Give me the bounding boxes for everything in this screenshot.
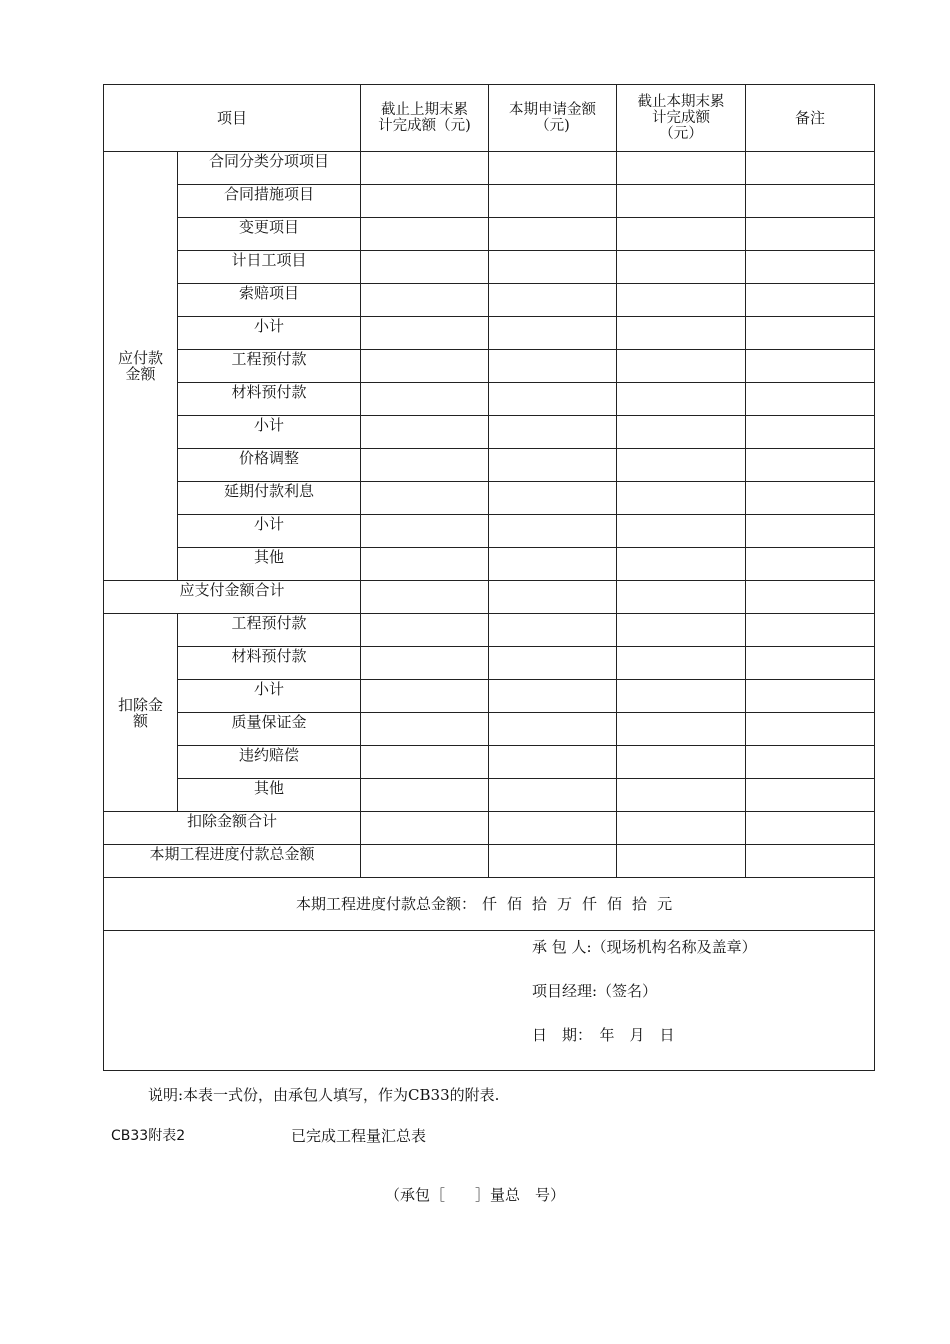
- value-cell[interactable]: [489, 614, 617, 647]
- table-row: [104, 548, 875, 581]
- manager-signature-line[interactable]: 项目经理:（签名）: [532, 982, 658, 1000]
- value-cell[interactable]: [746, 812, 875, 845]
- value-cell[interactable]: [361, 185, 489, 218]
- value-cell[interactable]: [489, 218, 617, 251]
- table-row: [104, 152, 875, 185]
- value-cell[interactable]: [617, 317, 746, 350]
- value-cell[interactable]: [489, 449, 617, 482]
- value-cell[interactable]: [617, 350, 746, 383]
- row-label: 小计: [178, 416, 361, 449]
- row-label: 其他: [178, 548, 361, 581]
- value-cell[interactable]: [489, 746, 617, 779]
- amount-unit: 万: [557, 895, 573, 913]
- value-cell[interactable]: [489, 284, 617, 317]
- value-cell[interactable]: [361, 548, 489, 581]
- row-label: 材料预付款: [178, 647, 361, 680]
- value-cell[interactable]: [489, 152, 617, 185]
- value-cell[interactable]: [361, 812, 489, 845]
- value-cell[interactable]: [617, 548, 746, 581]
- next-form-code: CB33附表2: [111, 1128, 186, 1144]
- row-label: 索赔项目: [178, 284, 361, 317]
- value-cell[interactable]: [746, 713, 875, 746]
- header-prev-cumulative: 截止上期末累 计完成额（元): [361, 85, 489, 152]
- date-line[interactable]: 日 期： 年 月 日: [532, 1026, 675, 1044]
- value-cell[interactable]: [617, 746, 746, 779]
- value-cell[interactable]: [746, 449, 875, 482]
- value-cell[interactable]: [617, 614, 746, 647]
- row-label: 小计: [178, 317, 361, 350]
- value-cell[interactable]: [746, 779, 875, 812]
- value-cell[interactable]: [746, 515, 875, 548]
- value-cell[interactable]: [489, 812, 617, 845]
- header-current-request: 本期申请金额 （元): [489, 85, 617, 152]
- value-cell[interactable]: [489, 548, 617, 581]
- value-cell[interactable]: [617, 185, 746, 218]
- amount-unit: 佰: [607, 895, 623, 913]
- value-cell[interactable]: [617, 251, 746, 284]
- table-row: [104, 746, 875, 779]
- table-row: [104, 317, 875, 350]
- value-cell[interactable]: [746, 614, 875, 647]
- value-cell[interactable]: [617, 284, 746, 317]
- table-row: [104, 416, 875, 449]
- header-item: 项目: [104, 85, 361, 152]
- value-cell[interactable]: [617, 647, 746, 680]
- value-cell[interactable]: [489, 680, 617, 713]
- value-cell[interactable]: [746, 746, 875, 779]
- value-cell[interactable]: [361, 449, 489, 482]
- value-cell[interactable]: [746, 845, 875, 878]
- value-cell[interactable]: [361, 581, 489, 614]
- value-cell[interactable]: [746, 416, 875, 449]
- row-label: 变更项目: [178, 218, 361, 251]
- value-cell[interactable]: [617, 812, 746, 845]
- progress-total-row: [104, 845, 875, 878]
- deduction-total-row: [104, 812, 875, 845]
- amount-unit: 佰: [506, 895, 522, 913]
- table-row: [104, 218, 875, 251]
- table-row: [104, 251, 875, 284]
- table-row: [104, 284, 875, 317]
- table-row: [104, 350, 875, 383]
- amount-unit: 拾: [531, 895, 547, 913]
- row-label: 价格调整: [178, 449, 361, 482]
- table-row: [104, 449, 875, 482]
- value-cell[interactable]: [746, 218, 875, 251]
- value-cell[interactable]: [361, 779, 489, 812]
- table-row: [104, 185, 875, 218]
- value-cell[interactable]: [617, 779, 746, 812]
- progress-total-row-label: 本期工程进度付款总金额: [104, 845, 361, 878]
- form-note: 说明:本表一式份，由承包人填写，作为CB33的附表.: [148, 1086, 500, 1104]
- value-cell[interactable]: [617, 581, 746, 614]
- value-cell[interactable]: [746, 548, 875, 581]
- signature-block: [104, 931, 875, 1071]
- value-cell[interactable]: [361, 284, 489, 317]
- row-label: 小计: [178, 515, 361, 548]
- value-cell[interactable]: [489, 185, 617, 218]
- next-form-subtitle: （承包［ ］量总 号）: [385, 1186, 566, 1204]
- value-cell[interactable]: [489, 845, 617, 878]
- row-label: 材料预付款: [178, 383, 361, 416]
- value-cell[interactable]: [361, 218, 489, 251]
- value-cell[interactable]: [361, 482, 489, 515]
- value-cell[interactable]: [361, 746, 489, 779]
- row-label: 合同措施项目: [178, 185, 361, 218]
- row-label: 小计: [178, 680, 361, 713]
- value-cell[interactable]: [361, 317, 489, 350]
- value-cell[interactable]: [746, 581, 875, 614]
- value-cell[interactable]: [489, 779, 617, 812]
- deduction-total-row-label: 扣除金额合计: [104, 812, 361, 845]
- row-label: 工程预付款: [178, 614, 361, 647]
- value-cell[interactable]: [361, 251, 489, 284]
- value-cell[interactable]: [361, 845, 489, 878]
- value-cell[interactable]: [746, 185, 875, 218]
- value-cell[interactable]: [617, 152, 746, 185]
- row-label: 违约赔偿: [178, 746, 361, 779]
- value-cell[interactable]: [617, 218, 746, 251]
- amount-unit: 仟: [481, 895, 497, 913]
- value-cell[interactable]: [489, 713, 617, 746]
- value-cell[interactable]: [489, 350, 617, 383]
- row-label: 质量保证金: [178, 713, 361, 746]
- value-cell[interactable]: [361, 515, 489, 548]
- value-cell[interactable]: [489, 383, 617, 416]
- payable-total-row: [104, 581, 875, 614]
- value-cell[interactable]: [489, 515, 617, 548]
- value-cell[interactable]: [617, 680, 746, 713]
- value-cell[interactable]: [746, 647, 875, 680]
- value-cell[interactable]: [746, 482, 875, 515]
- value-cell[interactable]: [746, 383, 875, 416]
- amount-unit: 元: [657, 895, 673, 913]
- table-row: [104, 680, 875, 713]
- value-cell[interactable]: [489, 251, 617, 284]
- value-cell[interactable]: [489, 317, 617, 350]
- value-cell[interactable]: [746, 680, 875, 713]
- header-remarks: 备注: [746, 85, 875, 152]
- value-cell[interactable]: [361, 350, 489, 383]
- progress-payment-table: [103, 84, 875, 1071]
- value-cell[interactable]: [361, 614, 489, 647]
- value-cell[interactable]: [489, 416, 617, 449]
- value-cell[interactable]: [489, 581, 617, 614]
- table-row: [104, 713, 875, 746]
- deduction-group-label: 扣除金 额: [104, 614, 178, 812]
- value-cell[interactable]: [617, 845, 746, 878]
- value-cell[interactable]: [617, 515, 746, 548]
- amount-in-words-row: [104, 878, 875, 931]
- value-cell[interactable]: [361, 416, 489, 449]
- row-label: 工程预付款: [178, 350, 361, 383]
- value-cell[interactable]: [489, 647, 617, 680]
- value-cell[interactable]: [617, 713, 746, 746]
- amount-in-words[interactable]: 本期工程进度付款总金额： 仟 佰 拾 万 仟 佰 拾 元: [104, 878, 875, 931]
- table-row: [104, 647, 875, 680]
- amount-unit: 仟: [582, 895, 598, 913]
- table-row: [104, 614, 875, 647]
- value-cell[interactable]: [361, 680, 489, 713]
- value-cell[interactable]: [361, 647, 489, 680]
- signature-row: [104, 931, 875, 1071]
- row-label: 计日工项目: [178, 251, 361, 284]
- value-cell[interactable]: [489, 482, 617, 515]
- table-row: [104, 383, 875, 416]
- header-row: [104, 85, 875, 152]
- value-cell[interactable]: [746, 152, 875, 185]
- value-cell[interactable]: [617, 416, 746, 449]
- value-cell[interactable]: [361, 383, 489, 416]
- value-cell[interactable]: [746, 317, 875, 350]
- row-label: 延期付款利息: [178, 482, 361, 515]
- next-form-title: 已完成工程量汇总表: [291, 1127, 427, 1145]
- value-cell[interactable]: [361, 713, 489, 746]
- row-label: 合同分类分项项目: [178, 152, 361, 185]
- value-cell[interactable]: [617, 482, 746, 515]
- contractor-line[interactable]: 承 包 人:（现场机构名称及盖章）: [532, 938, 757, 956]
- value-cell[interactable]: [617, 383, 746, 416]
- value-cell[interactable]: [746, 350, 875, 383]
- payable-group-label: 应付款 金额: [104, 152, 178, 581]
- value-cell[interactable]: [746, 251, 875, 284]
- value-cell[interactable]: [746, 284, 875, 317]
- table-row: [104, 515, 875, 548]
- amount-unit: 拾: [632, 895, 648, 913]
- header-current-cumulative: 截止本期末累 计完成额 （元）: [617, 85, 746, 152]
- table-row: [104, 482, 875, 515]
- value-cell[interactable]: [617, 449, 746, 482]
- table-row: [104, 779, 875, 812]
- value-cell[interactable]: [361, 152, 489, 185]
- row-label: 其他: [178, 779, 361, 812]
- payable-total-row-label: 应支付金额合计: [104, 581, 361, 614]
